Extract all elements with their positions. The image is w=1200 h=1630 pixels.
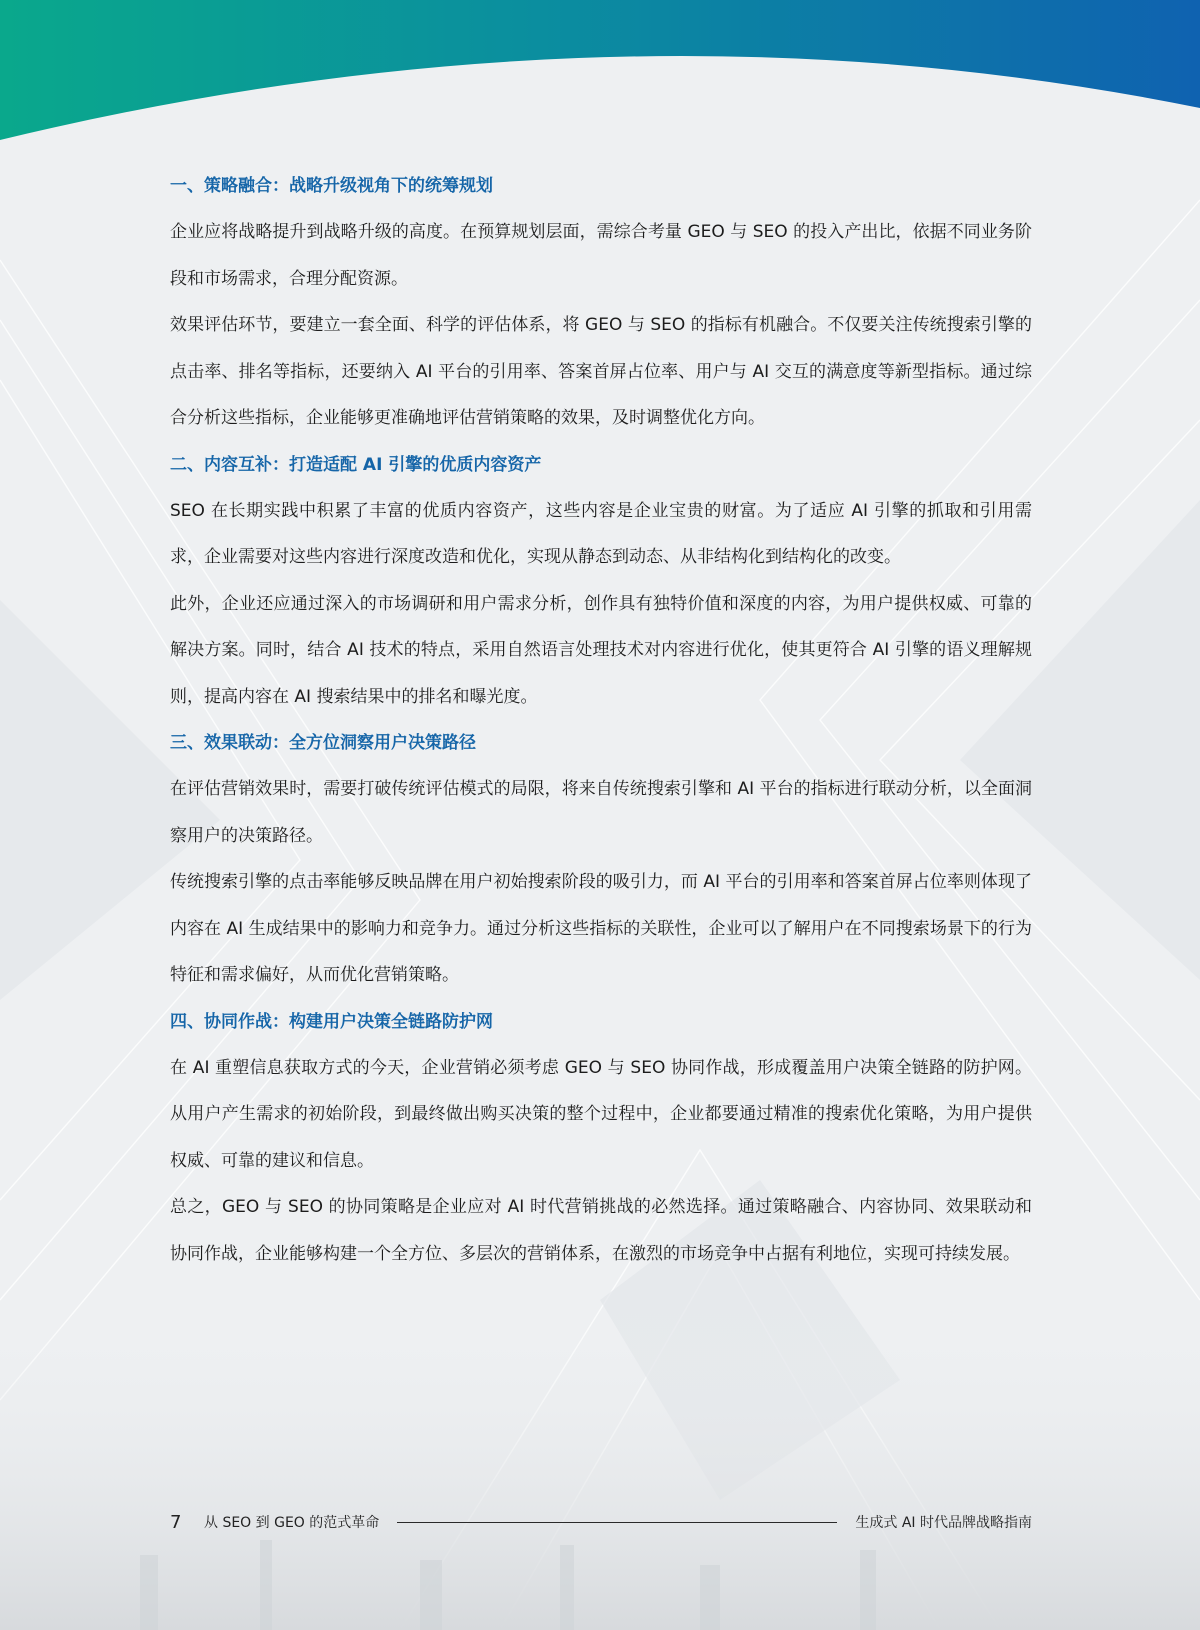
section-2-paragraph-1: SEO 在长期实践中积累了丰富的优质内容资产，这些内容是企业宝贵的财富。为了适应 AI 引擎的抓取和引用需求，企业需要对这些内容进行深度改造和优化，实现从静态到动态、从非结构化到结构化的改变。 (170, 500, 1032, 567)
section-heading-4: 四、协同作战：构建用户决策全链路防护网 (170, 1011, 493, 1032)
section-heading-1: 一、策略融合：战略升级视角下的统筹规划 (170, 176, 493, 196)
footer-divider (397, 1522, 837, 1523)
section-2-paragraph-2: 此外，企业还应通过深入的市场调研和用户需求分析，创作具有独特价值和深度的内容，为用户提供权威、可靠的解决方案。同时，结合 AI 技术的特点，采用自然语言处理技术对内容进行优化，使其更符合 AI 引擎的语义理解规则，提高内容在 AI 搜索结果中的排名和曝光度。 (170, 593, 1032, 707)
section-1-paragraph-1: 企业应将战略提升到战略升级的高度。在预算规划层面，需综合考量 GEO 与 SEO 的投入产出比，依据不同业务阶段和市场需求，合理分配资源。 (170, 222, 1032, 289)
footer-publication-title: 生成式 AI 时代品牌战略指南 (855, 1515, 1032, 1531)
page-number: 7 (170, 1511, 182, 1533)
section-4-paragraph-1: 在 AI 重塑信息获取方式的今天，企业营销必须考虑 GEO 与 SEO 协同作战，形成覆盖用户决策全链路的防护网。从用户产生需求的初始阶段，到最终做出购买决策的整个过程中，企业都要通过精准的搜索优化策略，为用户提供权威、可靠的建议和信息。 (170, 1057, 1032, 1171)
main-content (170, 163, 1032, 1277)
section-3-paragraph-1: 在评估营销效果时，需要打破传统评估模式的局限，将来自传统搜索引擎和 AI 平台的指标进行联动分析，以全面洞察用户的决策路径。 (170, 779, 1032, 846)
footer-document-title: 从 SEO 到 GEO 的范式革命 (204, 1515, 380, 1531)
page-footer (170, 1508, 1032, 1536)
section-3-paragraph-2: 传统搜索引擎的点击率能够反映品牌在用户初始搜索阶段的吸引力，而 AI 平台的引用率和答案首屏占位率则体现了内容在 AI 生成结果中的影响力和竞争力。通过分析这些指标的关联性，企业可以了解用户在不同搜索场景下的行为特征和需求偏好，从而优化营销策略。 (170, 872, 1032, 985)
section-1-paragraph-2: 效果评估环节，要建立一套全面、科学的评估体系，将 GEO 与 SEO 的指标有机融合。不仅要关注传统搜索引擎的点击率、排名等指标，还要纳入 AI 平台的引用率、答案首屏占位率、用户与 AI 交互的满意度等新型指标。通过综合分析这些指标，企业能够更准确地评估营销策略的效果，及时调整优化方向。 (170, 315, 1032, 428)
section-heading-3: 三、效果联动：全方位洞察用户决策路径 (170, 733, 476, 753)
section-4-paragraph-2: 总之，GEO 与 SEO 的协同策略是企业应对 AI 时代营销挑战的必然选择。通过策略融合、内容协同、效果联动和协同作战，企业能够构建一个全方位、多层次的营销体系，在激烈的市场竞争中占据有利地位，实现可持续发展。 (170, 1197, 1032, 1264)
section-heading-2: 二、内容互补：打造适配 AI 引擎的优质内容资产 (170, 454, 542, 475)
